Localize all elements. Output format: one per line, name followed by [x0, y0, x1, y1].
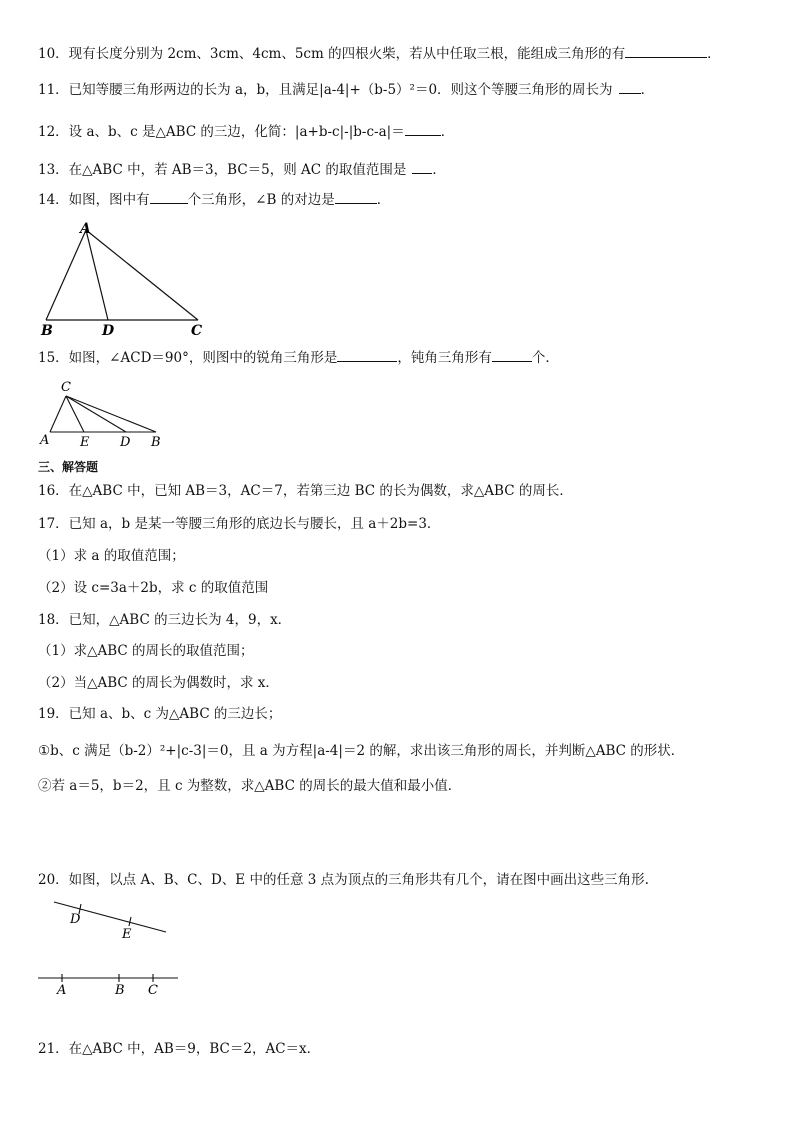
vertex-label: D — [120, 435, 131, 450]
question-20: 20．如图，以点 A、B、C、D、E 中的任意 3 点为顶点的三角形共有几个，请在图中画出这些三角形. — [38, 872, 649, 888]
point-label: D — [70, 912, 81, 927]
figure-15-triangle — [36, 376, 176, 450]
question-21: 21．在△ABC 中，AB＝9，BC＝2，AC＝x． — [38, 1041, 321, 1057]
vertex-label: E — [80, 435, 90, 450]
question-19-part-2: ②若 a＝5，b＝2，且 c 为整数，求△ABC 的周长的最大值和最小值． — [38, 778, 462, 794]
question-13: 13．在△ABC 中，若 AB＝3，BC＝5，则 AC 的取值范围是 ． — [38, 162, 446, 178]
answer-blank[interactable] — [335, 202, 377, 204]
vertex-label: B — [151, 435, 161, 450]
point-label: E — [122, 927, 132, 942]
answer-blank[interactable] — [337, 360, 397, 362]
vertex-label: C — [61, 380, 71, 395]
question-18-part-2: （2）当△ABC 的周长为偶数时，求 x． — [38, 675, 279, 691]
question-16: 16．在△ABC 中，已知 AB＝3，AC＝7，若第三边 BC 的长为偶数，求△ABC 的周长． — [38, 483, 573, 499]
question-12: 12．设 a、b、c 是△ABC 的三边，化简：|a+b-c|-|b-c-a|＝ ． — [38, 124, 455, 140]
question-17-part-1: （1）求 a 的取值范围； — [38, 548, 185, 564]
question-13-text: 13．在△ABC 中，若 AB＝3，BC＝5，则 AC 的取值范围是 — [38, 162, 407, 178]
question-14: 14．如图，图中有 个三角形，∠B 的对边是 ． — [38, 192, 391, 208]
answer-blank[interactable] — [150, 202, 188, 204]
figure-20-points — [36, 896, 186, 998]
point-label: B — [115, 983, 125, 998]
vertex-label: B — [41, 323, 53, 339]
question-18-part-1: （1）求△ABC 的周长的取值范围； — [38, 643, 254, 659]
question-10-text: 10．现有长度分别为 2cm、3cm、4cm、5cm 的四根火柴，若从中任取三根，能组成三角形的有 — [38, 46, 626, 62]
question-17: 17．已知 a，b 是某一等腰三角形的底边长与腰长，且 a＋2b=3． — [38, 516, 441, 532]
vertex-label: D — [102, 323, 115, 339]
figure-14-triangle — [36, 218, 216, 340]
answer-blank[interactable] — [492, 360, 532, 362]
question-15: 15．如图，∠ACD＝90°，则图中的锐角三角形是 ，钝角三角形有 个． — [38, 350, 559, 366]
point-label: C — [148, 983, 158, 998]
answer-blank[interactable] — [619, 92, 641, 94]
question-17-part-2: （2）设 c=3a＋2b，求 c 的取值范围 — [38, 580, 269, 596]
question-11-text: 11．已知等腰三角形两边的长为 a，b，且满足|a-4|+（b-5）²＝0．则这个等腰三角形的周长为 — [38, 82, 613, 98]
vertex-label: A — [40, 433, 50, 448]
question-18: 18．已知，△ABC 的三边长为 4，9，x． — [38, 612, 292, 628]
answer-blank[interactable] — [412, 172, 432, 174]
question-12-text: 12．设 a、b、c 是△ABC 的三边，化简：|a+b-c|-|b-c-a|＝ — [38, 124, 405, 140]
question-11: 11．已知等腰三角形两边的长为 a，b，且满足|a-4|+（b-5）²＝0．则这个等腰三角形的周长为 ． — [38, 82, 655, 98]
question-10: 10．现有长度分别为 2cm、3cm、4cm、5cm 的四根火柴，若从中任取三根，能组成三角形的有 ． — [38, 46, 721, 62]
point-label: A — [57, 983, 67, 998]
question-19-part-1: ①b、c 满足（b-2）²+|c-3|＝0，且 a 为方程|a-4|＝2 的解，求出该三角形的周长，并判断△ABC 的形状． — [38, 743, 685, 759]
section-title: 三、解答题 — [38, 460, 99, 474]
vertex-label: A — [80, 221, 91, 237]
vertex-label: C — [191, 323, 203, 339]
answer-blank[interactable] — [625, 56, 707, 58]
question-19: 19．已知 a、b、c 为△ABC 的三边长； — [38, 706, 282, 722]
answer-blank[interactable] — [405, 134, 441, 136]
